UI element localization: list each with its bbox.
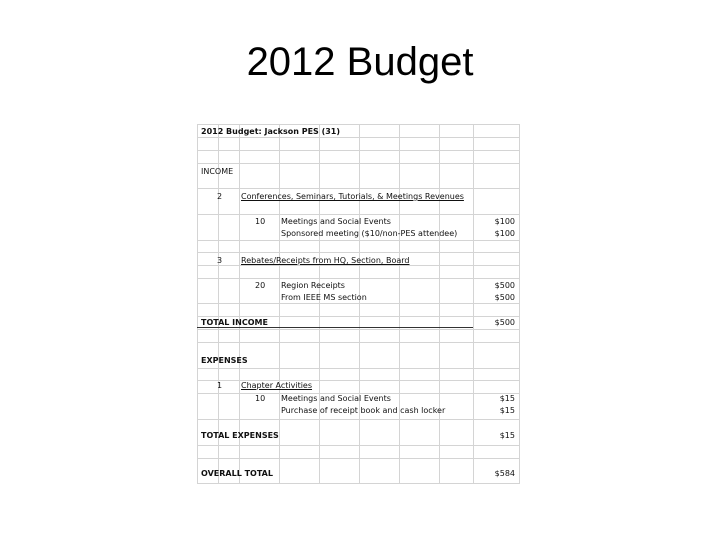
grid-row-line: [197, 483, 520, 484]
grid-row-line: [197, 445, 520, 446]
expense-line-amount: $15: [499, 394, 515, 403]
total-expenses-label: TOTAL EXPENSES: [201, 431, 279, 440]
grid-row-line: [197, 342, 520, 343]
grid-row-line: [197, 303, 520, 304]
grid-row-line: [197, 240, 520, 241]
grid-column-line: [519, 124, 520, 484]
income-subcode: 20: [255, 281, 266, 290]
grid-column-line: [359, 124, 360, 484]
grid-row-line: [197, 163, 520, 164]
expense-category-code: 1: [217, 381, 223, 390]
income-line-desc: Region Receipts: [281, 281, 345, 290]
income-subcode: 10: [255, 217, 266, 226]
income-line-desc: Meetings and Social Events: [281, 217, 391, 226]
income-category-code: 3: [217, 256, 223, 265]
income-line-amount: $500: [494, 281, 515, 290]
grid-column-line: [473, 124, 474, 484]
income-category-label: Conferences, Seminars, Tutorials, & Meetings Revenues: [241, 192, 464, 201]
grid-row-line: [197, 329, 520, 330]
income-category-label: Rebates/Receipts from HQ, Section, Board: [241, 256, 410, 265]
expense-category-label: Chapter Activities: [241, 381, 313, 390]
expense-line-desc: Purchase of receipt book and cash locker: [281, 406, 446, 415]
grid-column-line: [319, 124, 320, 484]
grid-row-line: [197, 419, 520, 420]
total-income-amount: $500: [494, 318, 515, 327]
income-line-desc: Sponsored meeting ($10/non-PES attendee): [281, 229, 458, 238]
grid-row-line: [197, 278, 520, 279]
slide-title: 2012 Budget: [246, 40, 474, 84]
grid-row-line: [197, 137, 520, 138]
expense-line-desc: Meetings and Social Events: [281, 394, 391, 403]
grid-column-line: [197, 124, 198, 484]
grid-column-line: [439, 124, 440, 484]
grid-row-line: [197, 316, 520, 317]
income-line-desc: From IEEE MS section: [281, 293, 367, 302]
sheet-heading: 2012 Budget: Jackson PES (31): [201, 127, 341, 136]
grid-column-line: [239, 124, 240, 484]
grid-row-line: [197, 124, 520, 125]
overall-total-amount: $584: [494, 469, 515, 478]
income-line-amount: $100: [494, 217, 515, 226]
total-expenses-amount: $15: [499, 431, 515, 440]
expenses-section-label: EXPENSES: [201, 356, 248, 365]
expense-subcode: 10: [255, 394, 266, 403]
income-category-code: 2: [217, 192, 223, 201]
grid-row-line: [197, 368, 520, 369]
grid-row-line: [197, 150, 520, 151]
expense-line-amount: $15: [499, 406, 515, 415]
budget-spreadsheet: [197, 124, 520, 484]
grid-row-line: [197, 252, 520, 253]
income-line-amount: $100: [494, 229, 515, 238]
income-line-amount: $500: [494, 293, 515, 302]
grid-row-line: [197, 188, 520, 189]
income-section-label: INCOME: [201, 167, 234, 176]
grid-column-line: [399, 124, 400, 484]
grid-column-line: [279, 124, 280, 484]
grid-column-line: [218, 124, 219, 484]
total-income-label: TOTAL INCOME: [201, 318, 268, 327]
grid-row-line: [197, 458, 520, 459]
overall-total-label: OVERALL TOTAL: [201, 469, 273, 478]
grid-row-line: [197, 214, 520, 215]
